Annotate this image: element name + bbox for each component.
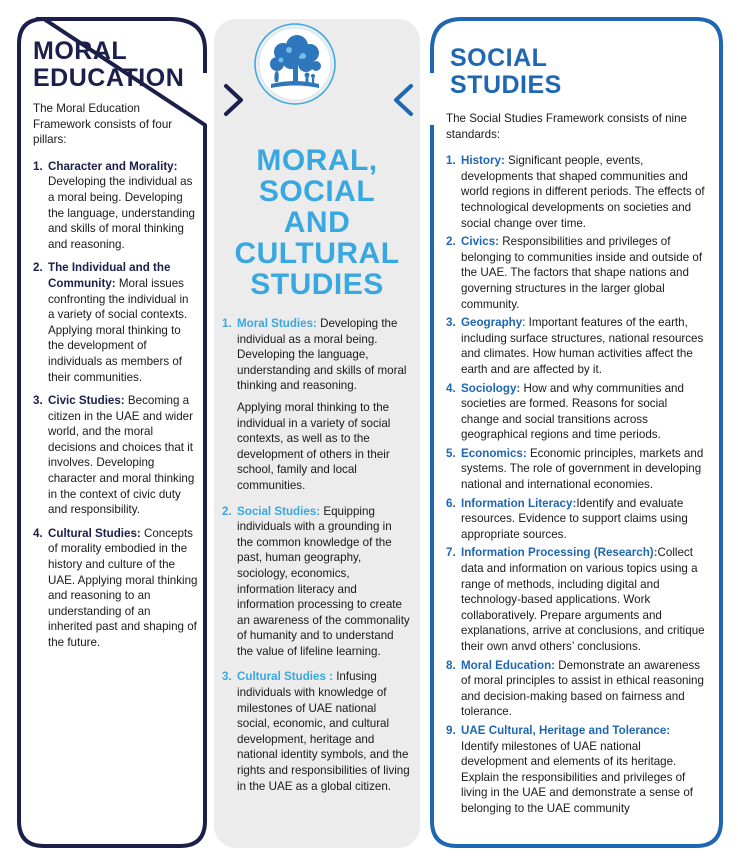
moral-education-column xyxy=(33,38,198,659)
tree-logo-icon xyxy=(253,22,337,134)
list-item: 6. Information Literacy:Identify and evaluate resources. Evidence to support claims using appropriate sources. xyxy=(446,496,688,541)
list-item: 2. Social Studies: Equipping individuals with a grounding in the common knowledge of the past, human geography, sociology, economics, information literacy and information processing to create an awareness of the commonality of humanity and to understand the value of lifeline learning. xyxy=(222,504,410,658)
list-item: 9. UAE Cultural, Heritage and Tolerance: Identify milestones of UAE national development and elements of its heritage. Explain the responsibilities and privileges of living in the UAE and demonstrate a sense of belonging to the UAE community xyxy=(446,723,694,815)
list-item: 2. Civics: Responsibilities and privileges of belonging to communities inside and outside of the UAE. The factors that shape nations and governing structures in the larger global community. xyxy=(446,235,703,311)
list-item: 3. Civic Studies: Becoming a citizen in the UAE and wider world, and the moral decisions and choices that it involves. Developing character and moral thinking in the context of civic duty and responsibility. xyxy=(33,394,195,517)
social-studies-column xyxy=(446,38,708,820)
list-item: 1. History: Significant people, events, developments that shaped communities and world regions in different periods. The effects of technological developments on societies and social change over time. xyxy=(446,154,705,230)
list-item: 5. Economics: Economic principles, markets and systems. The role of government in developing national and international economies. xyxy=(446,446,704,492)
list-item: 1. Character and Morality: Developing the individual as a moral being. Developing the language, understanding and skills of moral thinking and reasoning. xyxy=(33,159,195,251)
list-item: 2. The Individual and the Community: Moral issues confronting the individual in a variety of social contexts. Applying moral thinking to the development of individuals as members of their communities. xyxy=(33,261,189,384)
standards-list xyxy=(446,153,708,816)
list-item: 1. Moral Studies: Developing the individual as a moral being. Developing the language, understanding and skills of moral thinking and reasoning. Applying moral thinking to the individual in a variety of social contexts, as well as to the development of others in their school, family and local communities. xyxy=(222,317,407,492)
social-studies-title: SOCIAL STUDIES xyxy=(450,44,562,99)
list-item: 8. Moral Education: Demonstrate an awareness of moral principles to assist in ethical reasoning and decision-making based on fairness and tolerance. xyxy=(446,658,704,719)
pillars-list xyxy=(33,159,198,651)
center-column xyxy=(222,316,410,804)
center-title: MORAL, SOCIAL AND CULTURAL STUDIES xyxy=(234,144,400,301)
social-studies-intro: The Social Studies Framework consists of nine standards: xyxy=(446,112,687,141)
center-list xyxy=(222,316,410,794)
list-item: 3. Cultural Studies : Infusing individuals with knowledge of milestones of UAE national social, economic, and cultural development, heritage and national identity symbols, and the rights and responsibilities of living in the UAE as a global citizen. xyxy=(222,670,410,793)
moral-education-intro: The Moral Education Framework consists of four pillars: xyxy=(33,102,173,147)
list-item: 4. Sociology: How and why communities and societies are formed. Reasons for social change and social transitions across geographical regions and time periods. xyxy=(446,381,684,442)
list-item: 7. Information Processing (Research):Collect data and information on various topics using a range of methods, including digital and technology-based applications. Work collaboratively. Prepare arguments and explanations, arrive at conclusions, and critique their own anvd others’ conclusions. xyxy=(446,546,705,653)
list-item: 3. Geography: Important features of the earth, including surface structures, national resources and climates. How human activities affect the earth and are affected by it. xyxy=(446,316,704,376)
moral-education-title: MORAL EDUCATION xyxy=(33,37,185,92)
list-item: 4. Cultural Studies: Concepts of morality embodied in the history and culture of the UAE. Applying moral thinking and reasoning to an understanding of an inherited past and shaping of the future. xyxy=(33,526,198,649)
